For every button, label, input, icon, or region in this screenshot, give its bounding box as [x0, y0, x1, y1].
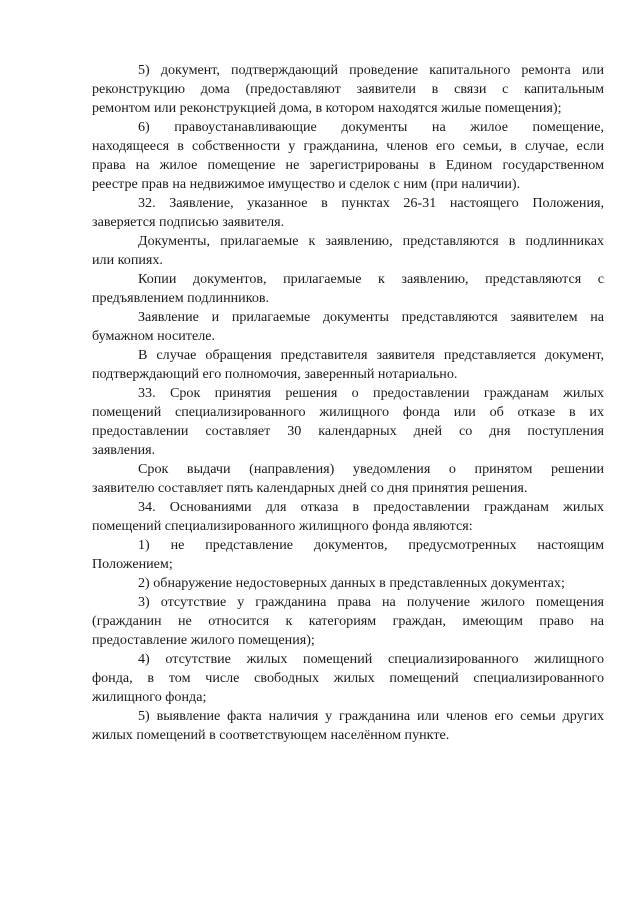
- paragraph: [92, 650, 604, 707]
- paragraph: [92, 574, 604, 593]
- text-line: предоставление жилого помещения);: [92, 632, 315, 648]
- paragraph: [92, 61, 604, 118]
- text-line: (гражданин не относится к категориям граждан, имеющим право на: [92, 613, 604, 629]
- text-line: помещений специализированного жилищного фонда или об отказе в их: [92, 404, 604, 420]
- paragraph: [92, 232, 604, 270]
- text-line: 34. Основаниями для отказа в предоставлении гражданам жилых: [138, 499, 604, 515]
- text-line: 3) отсутствие у гражданина права на получение жилого помещения: [138, 594, 604, 610]
- text-line: Положением;: [92, 556, 173, 572]
- text-line: реестре прав на недвижимое имущество и сделок с ним (при наличии).: [92, 176, 521, 192]
- paragraph: [92, 498, 604, 536]
- text-line: 6) правоустанавливающие документы на жилое помещение,: [138, 119, 604, 135]
- paragraph: [92, 460, 604, 498]
- paragraph: [92, 707, 604, 745]
- text-line: помещений специализированного жилищного фонда являются:: [92, 518, 473, 534]
- paragraph: [92, 384, 604, 460]
- text-line: находящееся в собственности у гражданина, членов его семьи, в случае, если: [92, 138, 604, 154]
- text-line: фонда, в том числе свободных жилых помещений специализированного: [92, 670, 604, 686]
- text-line: 2) обнаружение недостоверных данных в представленных документах;: [138, 575, 565, 591]
- text-line: В случае обращения представителя заявителя представляется документ,: [138, 347, 604, 363]
- text-line: 5) выявление факта наличия у гражданина или членов его семьи других: [138, 708, 604, 724]
- text-line: заявителю составляет пять календарных дней со дня принятия решения.: [92, 480, 528, 496]
- text-line: Документы, прилагаемые к заявлению, представляются в подлинниках: [138, 233, 604, 249]
- paragraph: [92, 593, 604, 650]
- text-line: 5) документ, подтверждающий проведение капитального ремонта или: [138, 62, 604, 78]
- text-line: Копии документов, прилагаемые к заявлению, представляются с: [138, 271, 604, 287]
- text-line: ремонтом или реконструкцией дома, в котором находятся жилые помещения);: [92, 100, 562, 116]
- paragraph: [92, 118, 604, 194]
- text-line: 1) не представление документов, предусмотренных настоящим: [138, 537, 604, 553]
- text-line: права на жилое помещение не зарегистрированы в Едином государственном: [92, 157, 604, 173]
- text-line: 33. Срок принятия решения о предоставлении гражданам жилых: [138, 385, 604, 401]
- text-line: бумажном носителе.: [92, 328, 216, 344]
- text-line: 32. Заявление, указанное в пунктах 26-31 настоящего Положения,: [138, 195, 604, 211]
- text-line: заявления.: [92, 442, 156, 458]
- paragraph: [92, 194, 604, 232]
- text-line: жилых помещений в соответствующем населённом пункте.: [92, 727, 450, 743]
- text-line: подтверждающий его полномочия, заверенный нотариально.: [92, 366, 458, 382]
- text-line: реконструкцию дома (предоставляют заявители в связи с капитальным: [92, 81, 604, 97]
- paragraph: [92, 346, 604, 384]
- paragraph: [92, 308, 604, 346]
- text-line: предъявлением подлинников.: [92, 290, 270, 306]
- paragraph: [92, 270, 604, 308]
- document-page: [92, 61, 604, 745]
- text-line: предоставлении составляет 30 календарных дней со дня поступления: [92, 423, 604, 439]
- text-line: 4) отсутствие жилых помещений специализированного жилищного: [138, 651, 604, 667]
- text-line: жилищного фонда;: [92, 689, 207, 705]
- text-line: или копиях.: [92, 252, 163, 268]
- text-line: Срок выдачи (направления) уведомления о принятом решении: [138, 461, 604, 477]
- text-line: заверяется подписью заявителя.: [92, 214, 285, 230]
- text-line: Заявление и прилагаемые документы представляются заявителем на: [138, 309, 604, 325]
- paragraph: [92, 536, 604, 574]
